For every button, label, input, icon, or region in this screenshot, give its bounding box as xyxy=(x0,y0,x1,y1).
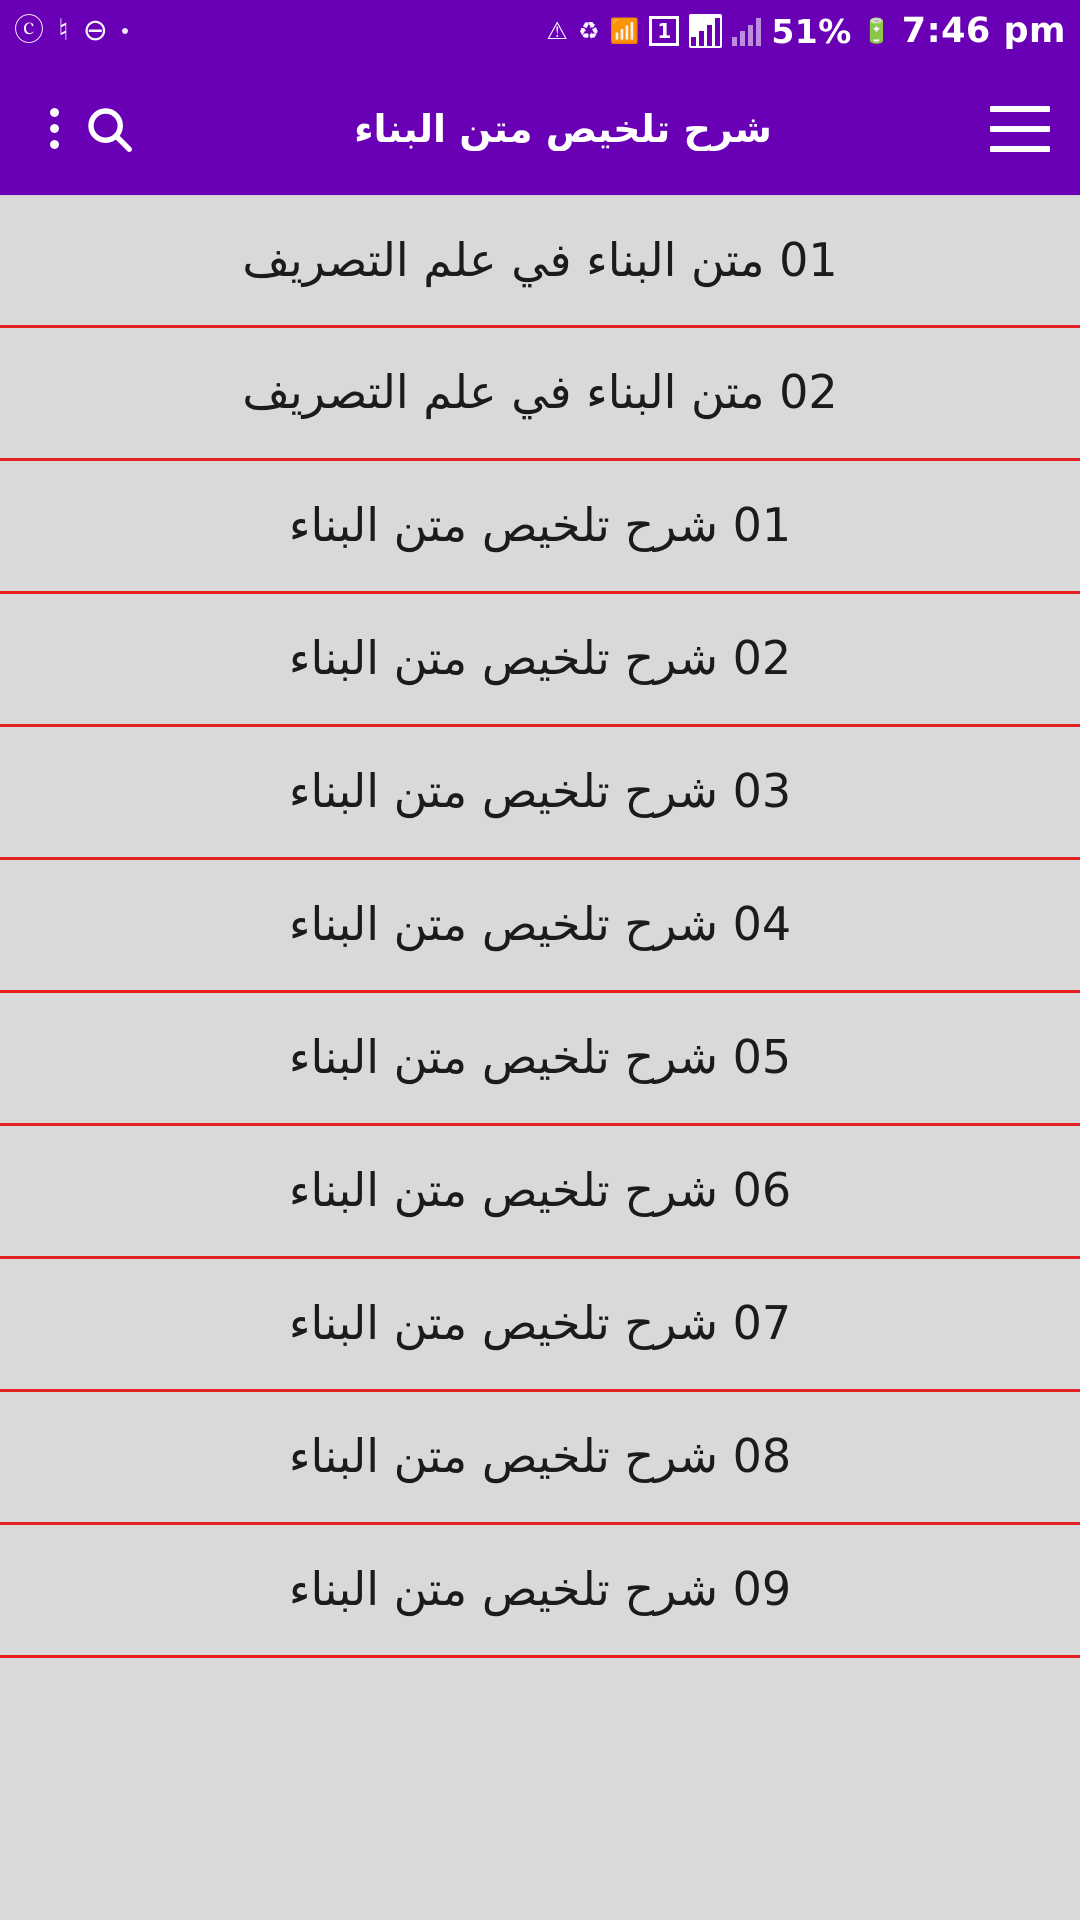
list-item[interactable] xyxy=(0,195,1080,328)
hamburger-icon[interactable] xyxy=(990,106,1050,152)
list-item[interactable] xyxy=(0,1392,1080,1525)
sim1-icon: 1 xyxy=(649,16,679,46)
list-item[interactable] xyxy=(0,993,1080,1126)
facebook-icon: ⓒ xyxy=(14,13,44,48)
hamburger-line xyxy=(990,126,1050,132)
signal-sim2-icon xyxy=(732,16,761,46)
overflow-dots xyxy=(26,101,82,157)
do-not-disturb-icon: ⊖ xyxy=(82,13,108,48)
hamburger-line xyxy=(990,146,1050,152)
hangouts-icon: ♮ xyxy=(58,13,69,48)
status-bar-system xyxy=(546,11,1066,51)
list-item[interactable] xyxy=(0,594,1080,727)
app-notification-icon: ⚠ xyxy=(546,17,568,45)
list-item[interactable] xyxy=(0,1259,1080,1392)
clock-label: 7:46 pm xyxy=(901,11,1066,51)
lesson-list[interactable] xyxy=(0,195,1080,1658)
list-item-label: 02 شرح تلخيص متن البناء xyxy=(288,631,792,686)
list-item-label: 07 شرح تلخيص متن البناء xyxy=(288,1296,792,1351)
list-item-label: 05 شرح تلخيص متن البناء xyxy=(288,1030,792,1085)
app-bar xyxy=(0,62,1080,195)
list-item[interactable] xyxy=(0,461,1080,594)
overflow-dot xyxy=(50,124,59,133)
list-item[interactable] xyxy=(0,727,1080,860)
overflow-dot xyxy=(50,108,59,117)
signal-sim1-icon xyxy=(689,14,722,48)
list-item-label: 06 شرح تلخيص متن البناء xyxy=(288,1163,792,1218)
list-item-label: 09 شرح تلخيص متن البناء xyxy=(288,1562,792,1617)
more-vertical-icon[interactable] xyxy=(26,101,82,157)
list-item-label: 02 متن البناء في علم التصريف xyxy=(242,365,838,420)
recycle-icon: ♻ xyxy=(577,17,600,45)
list-item[interactable] xyxy=(0,328,1080,461)
list-item[interactable] xyxy=(0,860,1080,993)
list-item-label: 08 شرح تلخيص متن البناء xyxy=(288,1429,792,1484)
status-bar-notifications xyxy=(14,13,128,48)
list-item[interactable] xyxy=(0,1525,1080,1658)
search-icon[interactable] xyxy=(82,102,136,156)
overflow-dot xyxy=(50,140,59,149)
list-item-label: 03 شرح تلخيص متن البناء xyxy=(288,764,792,819)
list-item-label: 01 شرح تلخيص متن البناء xyxy=(288,498,792,553)
battery-charging-icon: 🔋 xyxy=(861,17,892,45)
page-title: شرح تلخيص متن البناء xyxy=(354,106,772,151)
hamburger-line xyxy=(990,106,1050,112)
battery-percent-label: 51% xyxy=(771,11,852,51)
list-item-label: 01 متن البناء في علم التصريف xyxy=(242,232,838,287)
status-bar xyxy=(0,0,1080,62)
cast-icon: 📶 xyxy=(609,17,640,45)
list-item[interactable] xyxy=(0,1126,1080,1259)
list-item-label: 04 شرح تلخيص متن البناء xyxy=(288,897,792,952)
dot-icon xyxy=(122,28,128,34)
